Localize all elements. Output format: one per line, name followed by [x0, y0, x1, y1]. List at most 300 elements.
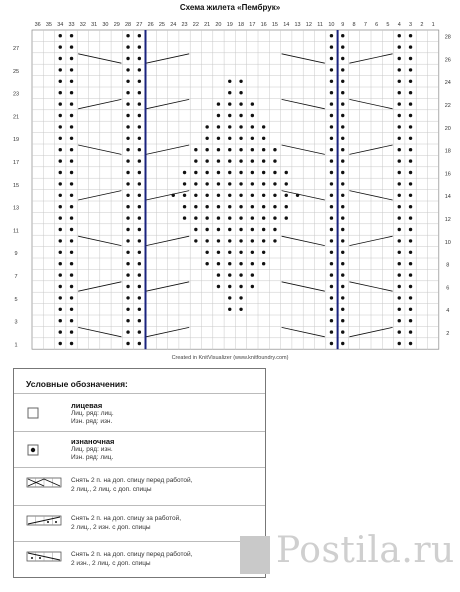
purl-dot [126, 57, 129, 60]
column-number: 34 [57, 22, 64, 28]
purl-dot [70, 171, 73, 174]
purl-dot [194, 171, 197, 174]
legend-item-line: Изн. ряд: лиц. [71, 454, 114, 461]
purl-dot [59, 285, 62, 288]
purl-dot [217, 137, 220, 140]
purl-dot [409, 273, 412, 276]
purl-dot [138, 57, 141, 60]
purl-dot [273, 159, 276, 162]
purl-dot [341, 216, 344, 219]
purl-dot [239, 216, 242, 219]
purl-dot [330, 216, 333, 219]
purl-dot [205, 228, 208, 231]
purl-dot [341, 34, 344, 37]
row-number-right: 28 [444, 34, 451, 41]
purl-dot [126, 171, 129, 174]
purl-dot [341, 262, 344, 265]
purl-dot [59, 57, 62, 60]
purl-dot [409, 296, 412, 299]
purl-dot [398, 114, 401, 117]
purl-dot [398, 34, 401, 37]
purl-dot [330, 102, 333, 105]
purl-dot [228, 228, 231, 231]
purl-dot [138, 194, 141, 197]
purl-dot [251, 216, 254, 219]
row-number-right: 20 [444, 125, 451, 132]
purl-dot [70, 68, 73, 71]
column-number: 36 [34, 22, 41, 28]
row-number-left: 15 [12, 182, 20, 189]
purl-dot [398, 80, 401, 83]
purl-dot [330, 251, 333, 254]
purl-dot [205, 262, 208, 265]
purl-dot [228, 102, 231, 105]
purl-dot [262, 194, 265, 197]
purl-dot [262, 125, 265, 128]
purl-dot [239, 159, 242, 162]
purl-dot [70, 296, 73, 299]
purl-dot [138, 262, 141, 265]
column-number: 8 [352, 22, 356, 28]
purl-dot [70, 45, 73, 48]
purl-dot [398, 228, 401, 231]
purl-dot [59, 330, 62, 333]
purl-dot [398, 319, 401, 322]
row-number-left: 5 [14, 296, 18, 303]
purl-dot [341, 308, 344, 311]
column-number: 6 [375, 22, 379, 28]
purl-dot [251, 102, 254, 105]
purl-dot [70, 57, 73, 60]
purl-dot [330, 171, 333, 174]
purl-dot [251, 285, 254, 288]
purl-dot [330, 182, 333, 185]
legend-item-line: 2 изн., 2 лиц. с доп. спицы [71, 560, 151, 567]
legend-item-name: изнаночная [71, 437, 115, 446]
purl-dot [194, 148, 197, 151]
column-number: 33 [68, 22, 75, 28]
purl-dot [59, 102, 62, 105]
row-number-right: 26 [444, 57, 451, 64]
purl-dot [398, 205, 401, 208]
purl-dot [228, 125, 231, 128]
purl-dot [70, 34, 73, 37]
purl-dot [330, 285, 333, 288]
row-number-right: 6 [446, 285, 450, 292]
purl-dot [126, 182, 129, 185]
purl-dot [138, 273, 141, 276]
purl-dot [273, 216, 276, 219]
purl-dot [217, 262, 220, 265]
purl-dot [126, 228, 129, 231]
purl-dot [262, 137, 265, 140]
legend-title: Условные обозначения: [26, 379, 128, 389]
column-number: 24 [170, 22, 177, 28]
purl-dot [126, 137, 129, 140]
column-number: 12 [305, 22, 312, 28]
purl-dot [409, 45, 412, 48]
purl-dot [239, 262, 242, 265]
purl-dot [70, 262, 73, 265]
purl-dot [217, 285, 220, 288]
purl-dot [70, 80, 73, 83]
purl-dot [59, 273, 62, 276]
purl-dot [70, 319, 73, 322]
row-number-right: 22 [444, 102, 451, 109]
purl-dot [59, 137, 62, 140]
purl-dot [228, 205, 231, 208]
legend-item-line: Снять 2 п. на доп. спицу за работой, [71, 515, 182, 522]
purl-dot [330, 125, 333, 128]
purl-dot [138, 80, 141, 83]
purl-dot [409, 308, 412, 311]
purl-dot [273, 205, 276, 208]
purl-dot [70, 114, 73, 117]
row-number-right: 8 [446, 262, 450, 269]
purl-dot [70, 216, 73, 219]
purl-dot [126, 34, 129, 37]
purl-dot [262, 239, 265, 242]
purl-dot [262, 148, 265, 151]
purl-dot [228, 91, 231, 94]
purl-dot [59, 171, 62, 174]
purl-dot [330, 330, 333, 333]
purl-dot [126, 308, 129, 311]
purl-dot [341, 205, 344, 208]
purl-dot [194, 239, 197, 242]
purl-dot [205, 171, 208, 174]
purl-dot [228, 194, 231, 197]
purl-dot [138, 45, 141, 48]
purl-dot [398, 45, 401, 48]
purl-dot [239, 148, 242, 151]
column-number: 28 [124, 22, 132, 28]
purl-dot [70, 228, 73, 231]
column-number: 5 [386, 22, 390, 28]
purl-dot [239, 182, 242, 185]
purl-dot [205, 251, 208, 254]
purl-dot [217, 194, 220, 197]
purl-dot [59, 148, 62, 151]
column-number: 29 [113, 22, 120, 28]
purl-dot [273, 239, 276, 242]
legend-item-line: Лиц. ряд: изн. [71, 446, 113, 453]
purl-dot [273, 182, 276, 185]
legend-item-line: 2 лиц., 2 изн. с доп. спицы [71, 524, 151, 531]
purl-dot [138, 102, 141, 105]
column-number: 2 [420, 22, 424, 28]
purl-dot [341, 45, 344, 48]
purl-dot [341, 114, 344, 117]
cable-2-2-front-icon [26, 477, 62, 489]
purl-dot [59, 228, 62, 231]
purl-dot [59, 296, 62, 299]
purl-dot [398, 171, 401, 174]
purl-dot [59, 262, 62, 265]
purl-dot [409, 251, 412, 254]
purl-dot [398, 91, 401, 94]
purl-dot [239, 171, 242, 174]
purl-dot [341, 285, 344, 288]
purl-dot [239, 251, 242, 254]
purl-dot [341, 80, 344, 83]
purl-dot [285, 171, 288, 174]
purl-dot [398, 251, 401, 254]
purl-dot [126, 273, 129, 276]
purl-dot [205, 205, 208, 208]
purl-dot [228, 114, 231, 117]
purl-dot [138, 342, 141, 345]
purl-dot [126, 125, 129, 128]
purl-dot [239, 296, 242, 299]
purl-dot [138, 239, 141, 242]
row-number-left: 27 [12, 45, 20, 52]
purl-dot [70, 239, 73, 242]
purl-dot [251, 182, 254, 185]
purl-dot [217, 251, 220, 254]
purl-dot [59, 182, 62, 185]
purl-dot [138, 251, 141, 254]
purl-dot [330, 114, 333, 117]
purl-dot [126, 91, 129, 94]
purl-dot [409, 137, 412, 140]
purl-dot [330, 205, 333, 208]
purl-dot [341, 148, 344, 151]
purl-dot [330, 262, 333, 265]
purl-dot [194, 228, 197, 231]
purl-dot [341, 228, 344, 231]
purl-dot [70, 251, 73, 254]
purl-dot [251, 114, 254, 117]
purl-dot [138, 296, 141, 299]
column-number: 26 [147, 22, 154, 28]
purl-dot [251, 228, 254, 231]
purl-dot [398, 216, 401, 219]
purl-dot [59, 34, 62, 37]
legend-item-line: Изн. ряд: изн. [71, 418, 113, 425]
column-number: 31 [91, 22, 98, 28]
purl-dot [398, 273, 401, 276]
purl-dot [251, 239, 254, 242]
column-number: 4 [397, 22, 401, 28]
purl-dot [228, 171, 231, 174]
purl-dot [251, 205, 254, 208]
purl-dot [228, 182, 231, 185]
column-number: 30 [102, 22, 109, 28]
column-number: 7 [363, 22, 367, 28]
purl-dot [183, 182, 186, 185]
purl-dot [70, 308, 73, 311]
purl-dot [409, 330, 412, 333]
purl-dot [262, 182, 265, 185]
purl-dot [126, 342, 129, 345]
purl-dot [341, 57, 344, 60]
purl-dot [217, 182, 220, 185]
purl-dot [70, 102, 73, 105]
purl-dot [285, 205, 288, 208]
purl-dot [330, 319, 333, 322]
row-number-right: 14 [444, 194, 451, 201]
purl-dot [70, 125, 73, 128]
purl-dot [138, 148, 141, 151]
watermark-text: Postila.ru [276, 530, 455, 571]
purl-dot [70, 148, 73, 151]
purl-dot [341, 194, 344, 197]
purl-dot [262, 205, 265, 208]
purl-dot [138, 125, 141, 128]
purl-dot [70, 342, 73, 345]
purl-dot [205, 182, 208, 185]
purl-dot [409, 125, 412, 128]
row-number-left: 25 [12, 68, 20, 75]
purl-dot [239, 102, 242, 105]
purl-dot [398, 159, 401, 162]
purl-dot [70, 159, 73, 162]
purl-dot [409, 342, 412, 345]
purl-dot [70, 182, 73, 185]
purl-dot [126, 148, 129, 151]
purl-dot [341, 330, 344, 333]
purl-dot [398, 102, 401, 105]
purl-dot [59, 308, 62, 311]
purl-dot [59, 159, 62, 162]
purl-dot [59, 319, 62, 322]
purl-dot [228, 148, 231, 151]
purl-dot [228, 216, 231, 219]
purl-dot [126, 285, 129, 288]
purl-dot [239, 125, 242, 128]
row-number-right: 12 [444, 216, 451, 223]
purl-dot [217, 102, 220, 105]
purl-dot [398, 182, 401, 185]
column-number: 15 [271, 22, 279, 28]
purl-dot [398, 308, 401, 311]
purl-dot [126, 330, 129, 333]
purl-dot [239, 194, 242, 197]
purl-dot [138, 319, 141, 322]
purl-dot [217, 205, 220, 208]
purl-dot [398, 148, 401, 151]
purl-dot [251, 251, 254, 254]
column-number: 20 [215, 22, 222, 28]
purl-dot [409, 285, 412, 288]
legend-item-purl [14, 431, 265, 465]
purl-dot [341, 342, 344, 345]
purl-dot [126, 239, 129, 242]
purl-dot [205, 216, 208, 219]
purl-dot [217, 216, 220, 219]
purl-dot [217, 239, 220, 242]
purl-dot [126, 80, 129, 83]
purl-dot [138, 159, 141, 162]
purl-dot [330, 68, 333, 71]
purl-dot [409, 91, 412, 94]
purl-dot [239, 285, 242, 288]
purl-dot [398, 194, 401, 197]
purl-dot [126, 194, 129, 197]
purl-dot [217, 159, 220, 162]
purl-dot [409, 205, 412, 208]
legend-item-line: 2 лиц., 2 лиц. с доп. спицы [71, 486, 152, 493]
column-number: 32 [79, 22, 86, 28]
purl-dot [251, 194, 254, 197]
purl-dot [228, 137, 231, 140]
row-number-right: 10 [444, 239, 451, 246]
column-number: 1 [431, 22, 435, 28]
purl-dot [205, 148, 208, 151]
purl-dot [409, 182, 412, 185]
purl-dot [409, 194, 412, 197]
purl-dot [59, 239, 62, 242]
purl-dot [239, 137, 242, 140]
purl-dot [126, 45, 129, 48]
watermark [240, 530, 460, 592]
purl-dot [251, 171, 254, 174]
column-number: 3 [409, 22, 413, 28]
column-number: 14 [283, 22, 290, 28]
legend-item-name: лицевая [71, 401, 103, 410]
purl-dot [409, 228, 412, 231]
purl-dot [409, 171, 412, 174]
purl-dot [341, 273, 344, 276]
purl-dot [205, 125, 208, 128]
credit-line: Created in KnitVisualizer (www.knitfoundry.com) [171, 355, 289, 361]
row-number-right: 4 [446, 308, 450, 315]
purl-dot [70, 205, 73, 208]
purl-dot [262, 262, 265, 265]
purl-dot [194, 159, 197, 162]
purl-dot [262, 171, 265, 174]
purl-dot [341, 68, 344, 71]
purl-dot [330, 228, 333, 231]
purl-dot [341, 171, 344, 174]
column-number: 17 [249, 22, 256, 28]
purl-dot [217, 114, 220, 117]
row-number-left: 7 [14, 273, 18, 280]
purl-dot [138, 216, 141, 219]
purl-dot [70, 194, 73, 197]
purl-dot [262, 159, 265, 162]
purl-dot [138, 68, 141, 71]
purl-dot [205, 137, 208, 140]
row-number-left: 19 [12, 137, 20, 144]
purl-dot [398, 239, 401, 242]
purl-dot [194, 194, 197, 197]
purl-dot [59, 68, 62, 71]
purl-dot [59, 251, 62, 254]
purl-dot [273, 228, 276, 231]
purl-dot [126, 68, 129, 71]
purl-dot [341, 251, 344, 254]
knit-square-icon [26, 406, 40, 420]
purl-dot [239, 205, 242, 208]
purl-dot [398, 57, 401, 60]
column-number: 13 [294, 22, 301, 28]
purl-dot [228, 308, 231, 311]
purl-dot [409, 57, 412, 60]
purl-dot [239, 114, 242, 117]
purl-dot [409, 239, 412, 242]
purl-dot [330, 273, 333, 276]
purl-dot [228, 239, 231, 242]
row-number-left: 21 [12, 114, 20, 121]
purl-dot [341, 319, 344, 322]
column-number: 10 [328, 22, 335, 28]
purl-dot [194, 182, 197, 185]
column-number: 35 [45, 22, 53, 28]
purl-dot [239, 228, 242, 231]
purl-dot [409, 148, 412, 151]
